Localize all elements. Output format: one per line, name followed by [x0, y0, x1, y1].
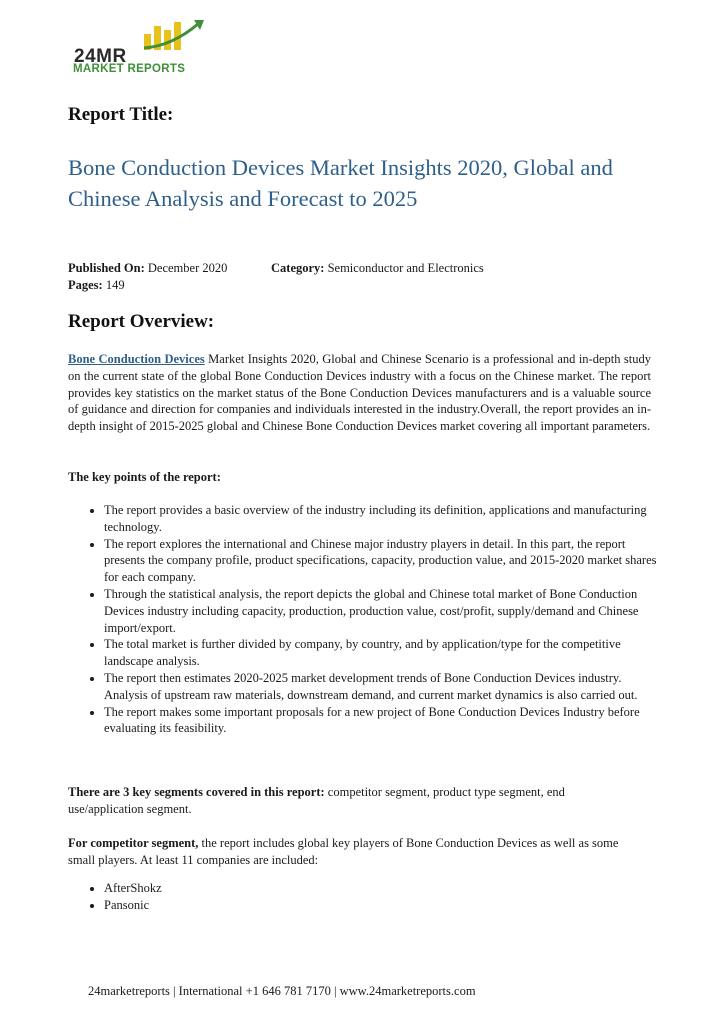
list-item: • The report provides a basic overview of the industry including its definition, applications and manufacturing technology.	[104, 502, 664, 536]
product-link[interactable]: Bone Conduction Devices	[68, 352, 205, 366]
report-title-label: Report Title:	[68, 104, 174, 125]
published-label: Published On:	[68, 261, 145, 275]
report-title: Bone Conduction Devices Market Insights 2020, Global and Chinese Analysis and Forecast to 2025	[68, 155, 613, 211]
category-value: Semiconductor and Electronics	[327, 261, 484, 275]
competitor-paragraph	[68, 835, 638, 869]
list-item: • The report then estimates 2020-2025 market development trends of Bone Conduction Devices industry. Analysis of upstream raw materials, downstream demand, and current market dynamics is also carried out.	[104, 670, 664, 704]
pages-value: 149	[105, 278, 125, 292]
pages	[68, 278, 125, 293]
company-logo	[68, 18, 218, 78]
list-item: • AfterShokz	[104, 880, 162, 897]
logo-wordmark: 24MR	[74, 46, 127, 67]
published-on	[68, 261, 227, 276]
category-label: Category:	[271, 261, 325, 275]
segments-text: competitor segment, product type segment, end use/application segment.	[68, 785, 565, 816]
segments-paragraph	[68, 784, 638, 818]
overview-text: Market Insights 2020, Global and Chinese Scenario is a professional and in-depth study on the current state of the global Bone Conduction Devices industry with a focus on the Chinese market. The report provides key statistics on the market status of the Bone Conduction Devices manufacturers and is a valuable source of guidance and direction for companies and individuals interested in the industry.Overall, the report provides an in-depth insight of 2015-2025 global and Chinese Bone Conduction Devices market covering all important parameters.	[68, 352, 651, 434]
competitor-text: the report includes global key players of Bone Conduction Devices as well as some small players. At least 11 companies are included:	[68, 836, 619, 867]
segments-label: There are 3 key segments covered in this report:	[68, 785, 325, 799]
list-item: • Through the statistical analysis, the report depicts the global and Chinese total market of Bone Conduction Devices industry including capacity, production, production value, cost/profit, supply/demand and Chinese import/export.	[104, 586, 664, 636]
list-item: • The total market is further divided by company, by country, and by application/type for the competitive landscape analysis.	[104, 636, 664, 670]
list-item: • The report explores the international and Chinese major industry players in detail. In this part, the report presents the company profile, product specifications, capacity, production value, and 2015-2020 market shares for each company.	[104, 536, 664, 586]
key-points-heading: The key points of the report:	[68, 470, 221, 484]
bar-chart-logo-icon	[142, 18, 214, 52]
companies-list	[68, 880, 162, 914]
logo-tagline: MARKET REPORTS	[73, 63, 186, 75]
list-item: • Pansonic	[104, 897, 162, 914]
list-item: • The report makes some important proposals for a new project of Bone Conduction Devices Industry before evaluating its feasibility.	[104, 704, 664, 738]
category	[271, 261, 484, 276]
pages-label: Pages:	[68, 278, 103, 292]
overview-paragraph	[68, 351, 651, 435]
report-overview-heading: Report Overview:	[68, 311, 215, 332]
competitor-label: For competitor segment,	[68, 836, 199, 850]
published-value: December 2020	[147, 261, 228, 275]
key-points-list	[68, 502, 664, 737]
page-footer: 24marketreports | International +1 646 781 7170 | www.24marketreports.com	[88, 984, 476, 998]
